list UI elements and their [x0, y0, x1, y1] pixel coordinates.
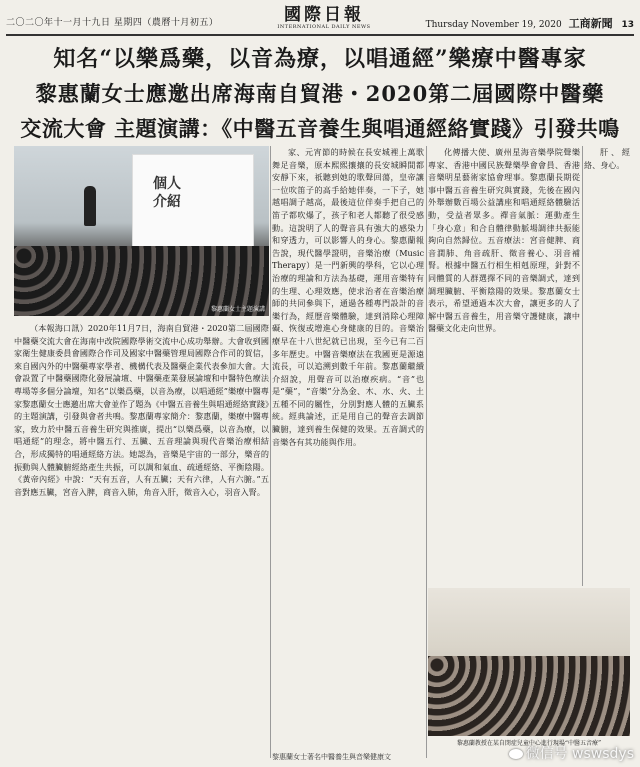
lecture-photo [14, 146, 269, 316]
masthead [6, 6, 634, 36]
therapy-group [428, 656, 630, 736]
newspaper-logo [274, 6, 374, 30]
article-column-1 [14, 322, 269, 754]
headline-line-2: 黎惠蘭女士應邀出席海南自貿港・2020第二屆國際中醫藥 [35, 81, 605, 106]
screen-text: 個人 介紹 [153, 176, 181, 210]
therapy-photo [428, 588, 630, 736]
headline-line-3: 交流大會 主題演講：《中醫五音養生與唱通經絡實踐》引發共鳴 [20, 116, 620, 141]
speaker-figure [84, 186, 96, 226]
column-1-text: （本報海口訊）2020年11月7日，海南自貿港・2020第二屆國際中醫藥交流大會在海南中改院國際學術交流中心成功舉辦。大會收到國家衛生健康委員會國際合作司及國家中醫藥管理局國際合作司的賀信，來自國內外的中醫藥專家學者、機構代表及醫藥企業代表參加大會。大會設置了中醫藥國際化發展論壇、中醫藥產業發展論壇和中醫特色療法專場等多個分論壇，知名“以樂爲藥，以音為療，以唱通經”樂療中醫專家黎惠蘭女士應邀出席大會並作了題為《中醫五音養生與唱通經絡實踐》的主題演講，引發與會者共鳴。黎惠蘭專家簡介：黎惠蘭，樂療中醫專家，致力於中醫五音養生研究與推廣，提出“以樂爲藥，以音為療，以唱通經”的理念，將中醫五行、五臟、五音理論與現代音樂治療相結合，形成獨特的唱通經絡方法。她認為，音樂是宇宙的一部分，樂音的振動與人體臟腑經絡產生共振，可以調和氣血、疏通經絡、平衡陰陽。《黃帝內經》中說：“天有五音，人有五臟；天有六律，人有六腑。”五音對應五臟，宮音入脾，商音入肺，角音入肝，徵音入心，羽音入腎。 [14, 323, 269, 497]
masthead-date-en: Thursday November 19, 2020 [425, 20, 562, 30]
logo-en: INTERNATIONAL DAILY NEWS [277, 24, 371, 30]
column-2-footer-text: 黎惠蘭女士著名中醫養生與音樂健康文 [272, 753, 391, 761]
masthead-date-cn: 二〇二〇年十一月十九日 星期四（農曆十月初五） [6, 18, 219, 28]
watermark-text: 微信号 wswsdys [525, 746, 634, 762]
column-rule [426, 146, 427, 758]
article-column-2 [272, 146, 424, 754]
headline-line-1: 知名“以樂爲藥，以音為療，以唱通經”樂療中醫專家 [53, 46, 587, 72]
therapy-photo-caption: 黎惠蘭教授在某自閉症兒童中心進行現場“中醫五音療” [456, 740, 602, 747]
column-4-text: 肝、經絡、身心。 [584, 147, 630, 170]
article-column-4 [584, 146, 630, 586]
masthead-right [426, 15, 634, 31]
section-name: 工商新聞 [568, 17, 613, 30]
column-rule [270, 146, 271, 758]
logo-cn: 國際日報 [284, 5, 364, 25]
article-column-3 [428, 146, 580, 586]
page-number: 13 [621, 20, 634, 30]
photo-caption: 黎惠蘭女士主題演講 [210, 306, 265, 313]
column-3-text: 化傳播大使、廣州星海音樂學院聲樂專家、香港中國民族聲樂學會會員、香港音樂明星藝術家協會理事。黎惠蘭長期從事中醫五音養生研究與實踐，先後在國內外舉辦數百場公益講座和唱通經絡體驗活動，受益者眾多。禪音氣脈：運動產生「身心意」和合自體律動脈場調律共振能夠向自然歸位。五音療法：宮音健脾、商音潤肺、角音疏肝、徵音養心、羽音補腎。根據中醫五行相生相剋原理，針對不同體質的人群選擇不同的音樂調式，達到調理臟腑、平衡陰陽的效果。黎惠蘭女士表示，希望通過本次大會，讓更多的人了解中醫五音養生，用音樂守護健康，讓中醫藥文化走向世界。 [428, 147, 580, 334]
column-rule [582, 146, 583, 586]
watermark [509, 743, 634, 763]
wechat-icon [509, 749, 523, 759]
column-2-text: 家、元宵節的時候在長安城裡上萬歌舞足音樂，原本熙熙攘攘的長安城瞬間都安靜下來，祇聽到她的歌聲回蕩，皇帝讓一位吹笛子的高手給她伴奏，一下子，她越唱調子越高，最後這位伴奏手把自己的笛子都吹爆了，孩子和老人都聽了很受感動。這說明了人的聲音具有強大的感染力和穿透力，可以影響人的身心。黎惠蘭報告說，現代醫學證明，音樂治療（Music Therapy）是一門新興的學科，它以心理治療的理論和方法為基礎，運用音樂特有的生理、心理效應，使求治者在音樂治療師的共同參與下，通過各種專門設計的音樂行為，經歷音樂體驗，達到消除心理障礙、恢復或增進心身健康的目的。音樂治療早在十八世紀就已出現，至今已有二百多年歷史。中醫音樂療法在我國更是源遠流長，可以追溯到數千年前。黎惠蘭繼續介紹說，用聲音可以治療疾病。“音”也是“藥”，“音樂”分為金、木、水、火、土五種不同的屬性，分別對應人體的五臟系統。經典論述，正是用自己的聲音去調節臟腑，達到養生保健的效果。五音調式的音樂各有其功能與作用。 [272, 147, 424, 447]
